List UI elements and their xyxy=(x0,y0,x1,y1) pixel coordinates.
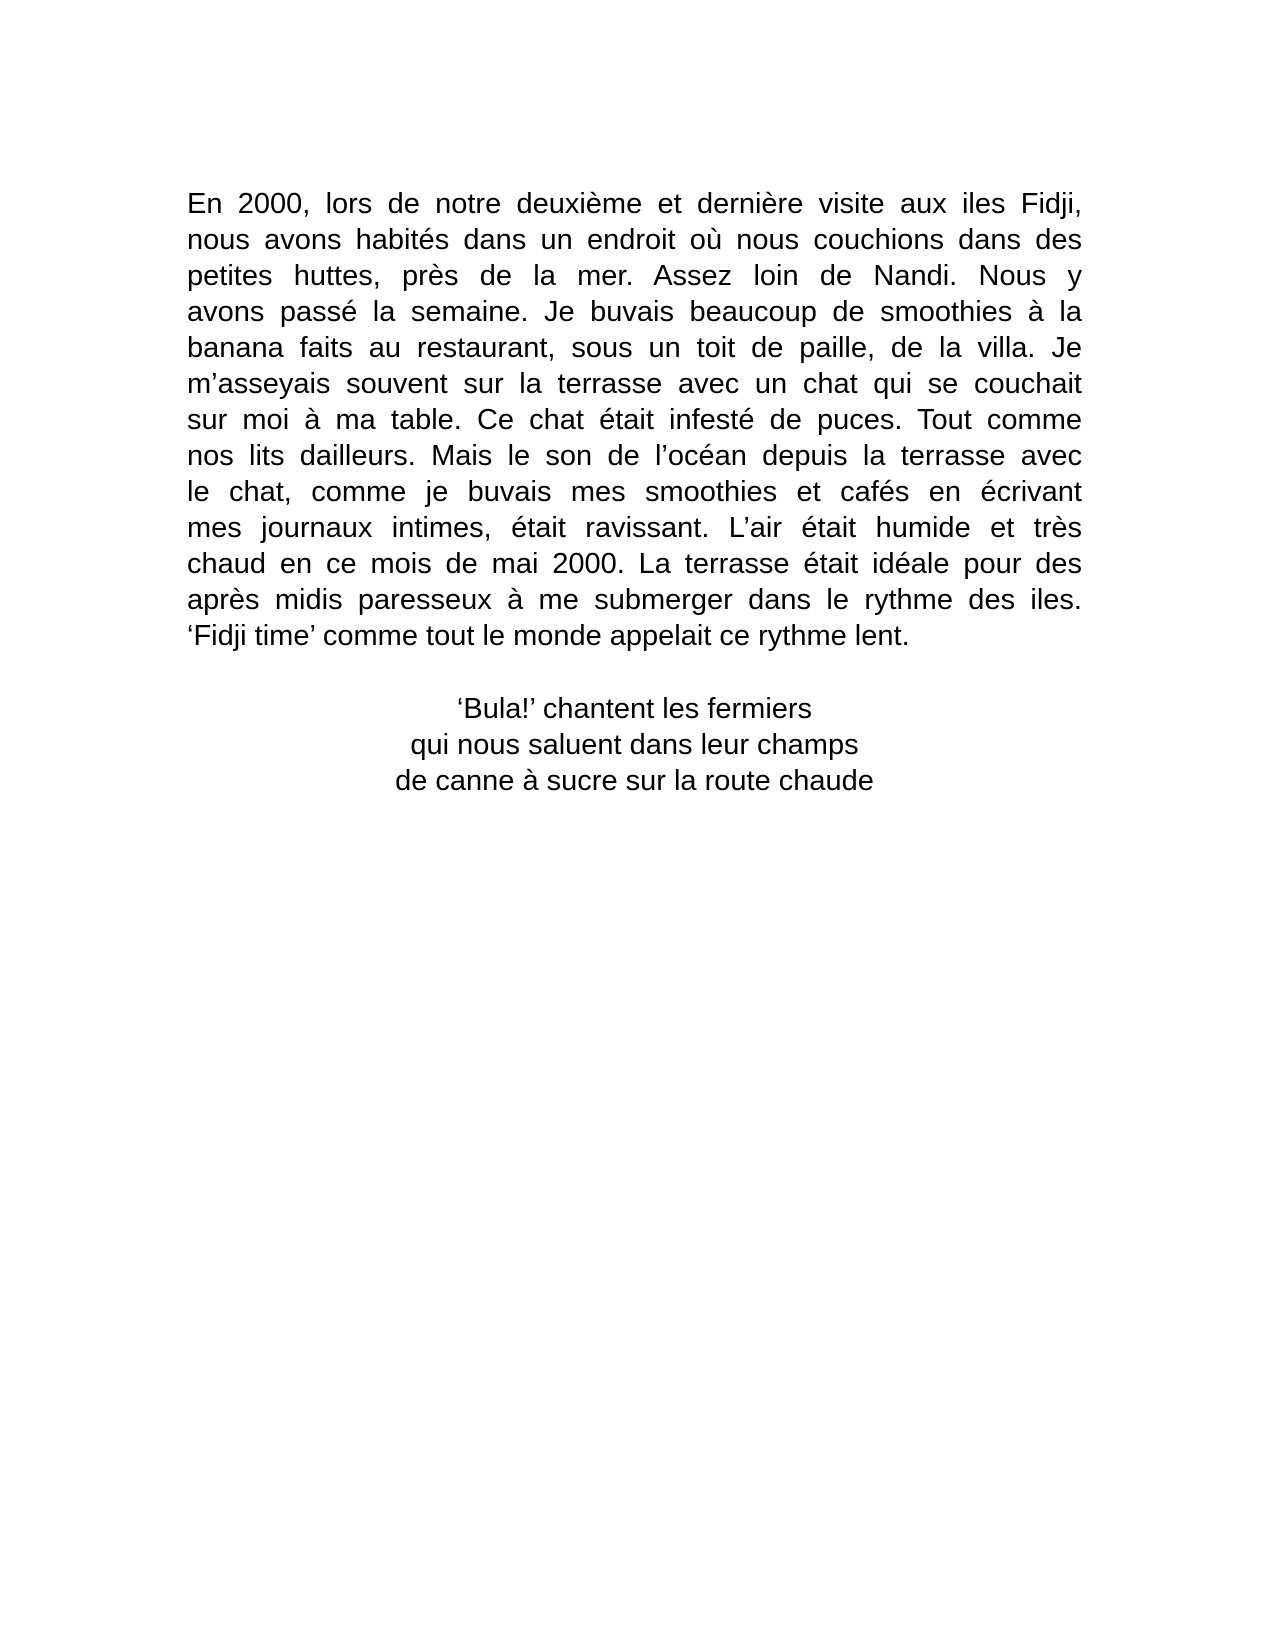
paragraph-line: avons passé la semaine. Je buvais beaucoup de smoothies à la xyxy=(187,296,1082,328)
paragraph-line: chaud en ce mois de mai 2000. La terrasse était idéale pour des xyxy=(187,548,1082,580)
haiku-poem xyxy=(187,691,1082,799)
paragraph-line: mes journaux intimes, était ravissant. L’air était humide et très xyxy=(187,512,1082,544)
haiku-line: de canne à sucre sur la route chaude xyxy=(395,765,874,797)
paragraph-line: banana faits au restaurant, sous un toit de paille, de la villa. Je xyxy=(187,332,1082,364)
paragraph-line: nos lits dailleurs. Mais le son de l’océan depuis la terrasse avec xyxy=(187,440,1082,472)
paragraph-line: sur moi à ma table. Ce chat était infesté de puces. Tout comme xyxy=(187,404,1082,436)
paragraph-line: après midis paresseux à me submerger dans le rythme des iles. xyxy=(187,584,1082,616)
paragraph-line: petites huttes, près de la mer. Assez loin de Nandi. Nous y xyxy=(187,260,1082,292)
haiku-line: ‘Bula!’ chantent les fermiers xyxy=(456,693,813,725)
prose-paragraph xyxy=(187,186,1082,654)
paragraph-line: m’asseyais souvent sur la terrasse avec un chat qui se couchait xyxy=(187,368,1082,400)
paragraph-line: En 2000, lors de notre deuxième et dernière visite aux iles Fidji, xyxy=(187,188,1082,220)
paragraph-line: le chat, comme je buvais mes smoothies et cafés en écrivant xyxy=(187,476,1082,508)
haiku-line: qui nous saluent dans leur champs xyxy=(410,729,859,761)
paragraph-line: ‘Fidji time’ comme tout le monde appelait ce rythme lent. xyxy=(187,620,910,652)
paragraph-line: nous avons habités dans un endroit où nous couchions dans des xyxy=(187,224,1082,256)
